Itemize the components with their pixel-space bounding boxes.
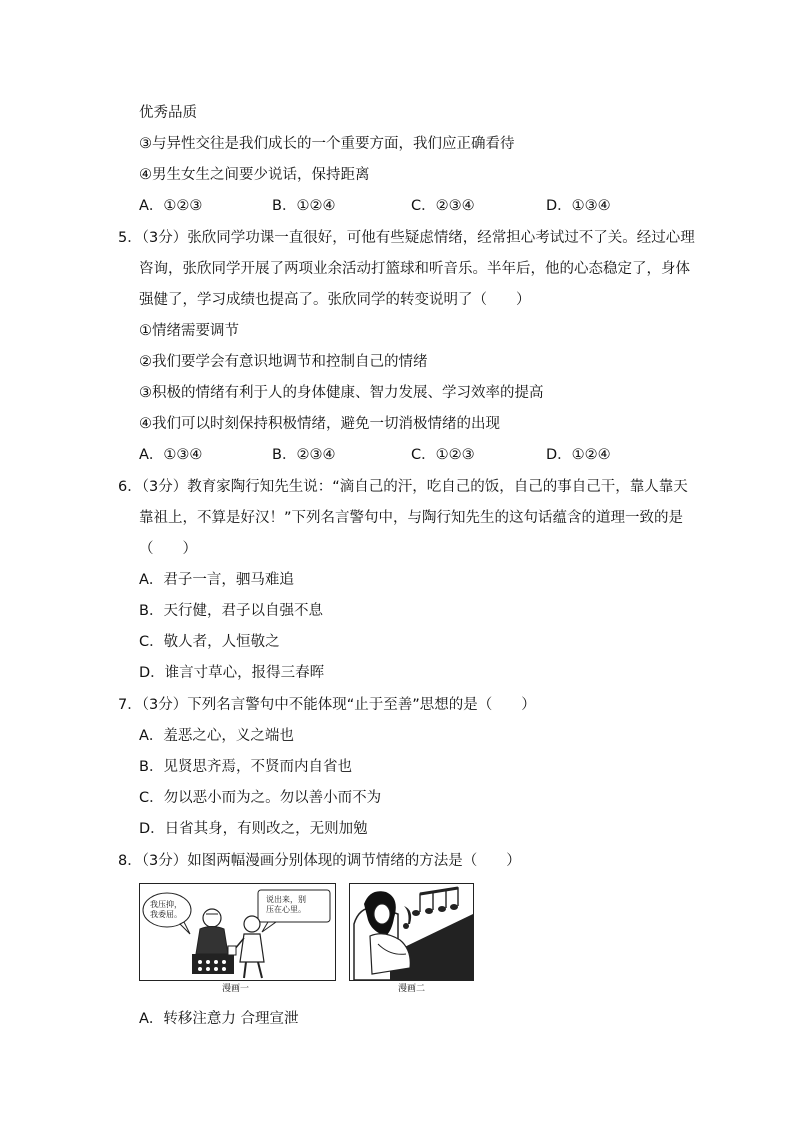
q5-stem-line-3: 强健了，学习成绩也提高了。张欣同学的转变说明了（ ） [139,292,531,308]
q4-option-b[interactable]: B．①②④ [272,198,336,214]
q5-stem-line-2: 咨询，张欣同学开展了两项业余活动打篮球和听音乐。半年后，他的心态稳定了，身体 [139,261,690,277]
q4-options [139,196,659,216]
q6-stem-line-2: 靠祖上，不算是好汉！”下列名言警句中，与陶行知先生的这句话蕴含的道理一致的是 [139,510,684,526]
q5-option-b[interactable]: B．②③④ [272,447,336,463]
q5-stem-line-1: 5．（3分）张欣同学功课一直很好，可他有些疑虑情绪，经常担心考试过不了关。经过心理 [118,230,695,246]
q6-stem-line-3: （ ） [139,541,197,557]
q7-option-c[interactable]: C．勿以恶小而为之。勿以善小而不为 [139,790,382,806]
comic-two-drawing [350,884,473,980]
q8-option-a[interactable]: A．转移注意力 合理宣泄 [139,1011,299,1027]
q4-option-c[interactable]: C．②③④ [411,198,475,214]
q6-option-c[interactable]: C．敬人者，人恒敬之 [139,634,280,650]
comic-one-right-bubble [266,895,306,915]
q5-option-a[interactable]: A．①③④ [139,447,203,463]
q5-item-1: ①情绪需要调节 [139,323,239,339]
q8-stem: 8．（3分）如图两幅漫画分别体现的调节情绪的方法是（ ） [118,853,521,869]
comic-one-image [139,883,336,981]
q6-option-d[interactable]: D．谁言寸草心，报得三春晖 [139,665,325,681]
q5-option-c[interactable]: C．①②③ [411,447,475,463]
comic-two-caption: 漫画二 [398,984,426,994]
comic-two-image [349,883,474,981]
q5-option-d[interactable]: D．①②④ [546,447,611,463]
q4-item-4: ④男生女生之间要少说话，保持距离 [139,167,370,183]
q6-stem-line-1: 6．（3分）教育家陶行知先生说：“滴自己的汗，吃自己的饭，自己的事自己干，靠人靠天 [118,479,688,495]
q5-item-2: ②我们要学会有意识地调节和控制自己的情绪 [139,354,428,370]
comic-one-left-bubble [150,900,182,920]
q4-option-a[interactable]: A．①②③ [139,198,203,214]
comic-one-right-bubble-line-1: 说出来，别 [266,895,306,904]
q5-item-3: ③积极的情绪有利于人的身体健康、智力发展、学习效率的提高 [139,385,544,401]
q6-option-a[interactable]: A．君子一言，驷马难追 [139,572,294,588]
q4-tail: 优秀品质 [139,105,197,121]
q5-item-4: ④我们可以时刻保持积极情绪，避免一切消极情绪的出现 [139,416,500,432]
comic-one-right-bubble-line-2: 压在心里。 [266,905,306,914]
q7-stem: 7．（3分）下列名言警句中不能体现“止于至善”思想的是（ ） [118,697,536,713]
q6-option-b[interactable]: B．天行健，君子以自强不息 [139,603,323,619]
q7-option-a[interactable]: A．羞恶之心，义之端也 [139,728,294,744]
comic-one-left-bubble-line-1: 我压抑， [150,900,182,909]
q7-option-d[interactable]: D．日省其身，有则改之，无则加勉 [139,821,368,837]
q7-option-b[interactable]: B．见贤思齐焉，不贤而内自省也 [139,759,352,775]
q4-option-d[interactable]: D．①③④ [546,198,611,214]
comic-one-caption: 漫画一 [222,984,250,994]
q4-item-3: ③与异性交往是我们成长的一个重要方面，我们应正确看待 [139,136,515,152]
comic-one-left-bubble-line-2: 我委屈。 [150,910,182,919]
q5-options [139,445,659,465]
